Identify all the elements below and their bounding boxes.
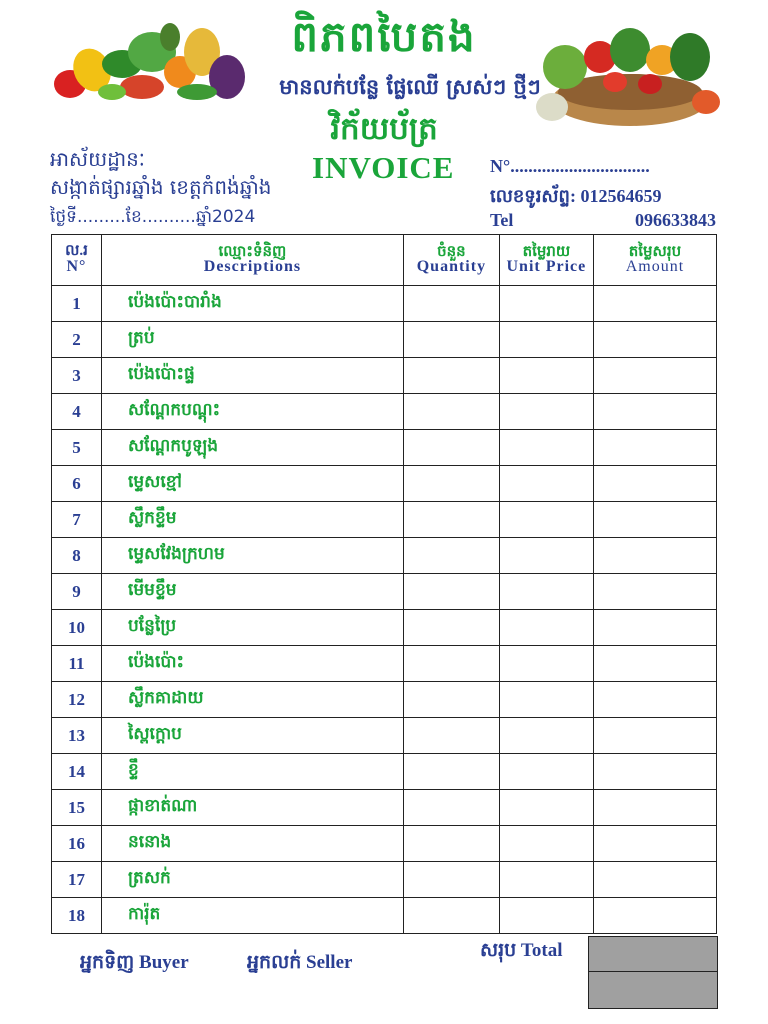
table-row bbox=[52, 826, 717, 862]
row-number: 4 bbox=[52, 394, 102, 430]
row-unit-price-cell[interactable] bbox=[499, 862, 593, 898]
row-description: ម្ទេសវែងក្រហម bbox=[101, 538, 403, 574]
row-description: បន្លែប្រៃ bbox=[101, 610, 403, 646]
row-description: ស្លឹកខ្ទឹម bbox=[101, 502, 403, 538]
date-line: ថ្ងៃទី.........ខែ..........ឆ្នាំ2024 bbox=[50, 207, 256, 227]
row-number: 3 bbox=[52, 358, 102, 394]
table-row bbox=[52, 754, 717, 790]
row-amount-cell[interactable] bbox=[593, 682, 716, 718]
row-quantity-cell[interactable] bbox=[403, 898, 499, 934]
phone-label: លេខទូរស័ព្ទ: bbox=[490, 186, 576, 206]
row-unit-price-cell[interactable] bbox=[499, 286, 593, 322]
row-number: 7 bbox=[52, 502, 102, 538]
row-unit-price-cell[interactable] bbox=[499, 394, 593, 430]
row-number: 9 bbox=[52, 574, 102, 610]
row-unit-price-cell[interactable] bbox=[499, 574, 593, 610]
row-quantity-cell[interactable] bbox=[403, 682, 499, 718]
table-row bbox=[52, 466, 717, 502]
table-row bbox=[52, 430, 717, 466]
row-unit-price-cell[interactable] bbox=[499, 610, 593, 646]
header-quantity: ចំនួន Quantity bbox=[403, 235, 499, 286]
row-unit-price-cell[interactable] bbox=[499, 790, 593, 826]
row-description: ត្រសក់ bbox=[101, 862, 403, 898]
address-label: អាស័យដ្ឋានៈ bbox=[50, 147, 145, 171]
row-number: 12 bbox=[52, 682, 102, 718]
row-amount-cell[interactable] bbox=[593, 754, 716, 790]
row-number: 18 bbox=[52, 898, 102, 934]
phone-value: 012564659 bbox=[580, 186, 662, 206]
row-quantity-cell[interactable] bbox=[403, 754, 499, 790]
shop-name: ពិភពបៃតង bbox=[291, 12, 477, 61]
row-quantity-cell[interactable] bbox=[403, 538, 499, 574]
row-amount-cell[interactable] bbox=[593, 646, 716, 682]
row-amount-cell[interactable] bbox=[593, 466, 716, 502]
row-number: 13 bbox=[52, 718, 102, 754]
row-description: ស្ពៃក្ដោប bbox=[101, 718, 403, 754]
row-number: 5 bbox=[52, 430, 102, 466]
row-description: ប៉េងប៉ោះ bbox=[101, 646, 403, 682]
row-quantity-cell[interactable] bbox=[403, 502, 499, 538]
row-amount-cell[interactable] bbox=[593, 610, 716, 646]
row-number: 6 bbox=[52, 466, 102, 502]
total-label: សរុប Total bbox=[480, 940, 563, 961]
table-row bbox=[52, 862, 717, 898]
table-row bbox=[52, 610, 717, 646]
row-unit-price-cell[interactable] bbox=[499, 430, 593, 466]
table-row bbox=[52, 790, 717, 826]
tel-line bbox=[490, 210, 716, 231]
row-number: 14 bbox=[52, 754, 102, 790]
table-row bbox=[52, 682, 717, 718]
invoice-title-kh: វិក័យប័ត្រ bbox=[330, 111, 438, 147]
row-unit-price-cell[interactable] bbox=[499, 898, 593, 934]
row-description: មើមខ្ទឹម bbox=[101, 574, 403, 610]
row-description: ប៉េងប៉ោះបារាំង bbox=[101, 286, 403, 322]
row-quantity-cell[interactable] bbox=[403, 826, 499, 862]
tel-label: Tel bbox=[490, 210, 514, 230]
header-unit-price: តម្លៃរាយ Unit Price bbox=[499, 235, 593, 286]
total-box[interactable] bbox=[588, 936, 718, 972]
phone-line bbox=[490, 184, 661, 211]
row-description: ននោង bbox=[101, 826, 403, 862]
row-quantity-cell[interactable] bbox=[403, 286, 499, 322]
row-quantity-cell[interactable] bbox=[403, 790, 499, 826]
invoice-number: N°............................... bbox=[490, 156, 650, 176]
row-description: ត្រប់ bbox=[101, 322, 403, 358]
table-row bbox=[52, 286, 717, 322]
row-unit-price-cell[interactable] bbox=[499, 502, 593, 538]
row-amount-cell[interactable] bbox=[593, 538, 716, 574]
tel-value: 096633843 bbox=[635, 210, 716, 230]
row-unit-price-cell[interactable] bbox=[499, 538, 593, 574]
row-quantity-cell[interactable] bbox=[403, 862, 499, 898]
row-quantity-cell[interactable] bbox=[403, 322, 499, 358]
seller-label: អ្នកលក់ Seller bbox=[247, 952, 353, 973]
row-quantity-cell[interactable] bbox=[403, 574, 499, 610]
row-description: សណ្តែកបណ្តុះ bbox=[101, 394, 403, 430]
buyer-label: អ្នកទិញ Buyer bbox=[80, 952, 189, 973]
shop-tagline: មានលក់បន្លែ ផ្លែឈើ ស្រស់ៗ ថ្មីៗ bbox=[279, 75, 541, 99]
total-box-2[interactable] bbox=[588, 971, 718, 1009]
header-no: ល.រ N° bbox=[52, 235, 102, 286]
row-description: សណ្តែកបូឡុង bbox=[101, 430, 403, 466]
row-amount-cell[interactable] bbox=[593, 286, 716, 322]
row-amount-cell[interactable] bbox=[593, 826, 716, 862]
header-descriptions: ឈ្មោះទំនិញ Descriptions bbox=[101, 235, 403, 286]
row-unit-price-cell[interactable] bbox=[499, 718, 593, 754]
table-row bbox=[52, 574, 717, 610]
table-row bbox=[52, 898, 717, 934]
row-description: ប៉េងប៉ោះផ្ទ bbox=[101, 358, 403, 394]
row-quantity-cell[interactable] bbox=[403, 646, 499, 682]
row-unit-price-cell[interactable] bbox=[499, 322, 593, 358]
row-number: 16 bbox=[52, 826, 102, 862]
row-quantity-cell[interactable] bbox=[403, 718, 499, 754]
row-number: 11 bbox=[52, 646, 102, 682]
table-row bbox=[52, 502, 717, 538]
table-row bbox=[52, 358, 717, 394]
row-description: ការ៉ុត bbox=[101, 898, 403, 934]
table-row bbox=[52, 394, 717, 430]
row-description: ខ្ទឹ bbox=[101, 754, 403, 790]
row-unit-price-cell[interactable] bbox=[499, 358, 593, 394]
row-number: 17 bbox=[52, 862, 102, 898]
table-row bbox=[52, 718, 717, 754]
row-quantity-cell[interactable] bbox=[403, 610, 499, 646]
address-line: សង្កាត់ផ្សារឆ្នាំង ខេត្តកំពង់ឆ្នាំង bbox=[50, 175, 272, 199]
row-amount-cell[interactable] bbox=[593, 790, 716, 826]
row-amount-cell[interactable] bbox=[593, 718, 716, 754]
row-amount-cell[interactable] bbox=[593, 358, 716, 394]
row-number: 10 bbox=[52, 610, 102, 646]
row-description: ស្លឹកគាដាយ bbox=[101, 682, 403, 718]
row-amount-cell[interactable] bbox=[593, 898, 716, 934]
row-unit-price-cell[interactable] bbox=[499, 466, 593, 502]
table-header-row bbox=[52, 235, 717, 286]
row-quantity-cell[interactable] bbox=[403, 430, 499, 466]
row-amount-cell[interactable] bbox=[593, 394, 716, 430]
row-description: ម្ទេសខ្មៅ bbox=[101, 466, 403, 502]
table-row bbox=[52, 646, 717, 682]
row-amount-cell[interactable] bbox=[593, 862, 716, 898]
row-amount-cell[interactable] bbox=[593, 430, 716, 466]
invoice-title-en: INVOICE bbox=[312, 150, 455, 185]
row-unit-price-cell[interactable] bbox=[499, 646, 593, 682]
row-amount-cell[interactable] bbox=[593, 322, 716, 358]
row-unit-price-cell[interactable] bbox=[499, 826, 593, 862]
row-quantity-cell[interactable] bbox=[403, 394, 499, 430]
row-quantity-cell[interactable] bbox=[403, 358, 499, 394]
row-number: 1 bbox=[52, 286, 102, 322]
row-unit-price-cell[interactable] bbox=[499, 754, 593, 790]
header-amount: តម្លៃសរុប Amount bbox=[593, 235, 716, 286]
row-description: ផ្កាខាត់ណា bbox=[101, 790, 403, 826]
row-amount-cell[interactable] bbox=[593, 502, 716, 538]
row-number: 2 bbox=[52, 322, 102, 358]
invoice-table bbox=[51, 234, 717, 934]
row-number: 8 bbox=[52, 538, 102, 574]
table-row bbox=[52, 322, 717, 358]
row-number: 15 bbox=[52, 790, 102, 826]
row-unit-price-cell[interactable] bbox=[499, 682, 593, 718]
row-amount-cell[interactable] bbox=[593, 574, 716, 610]
table-row bbox=[52, 538, 717, 574]
row-quantity-cell[interactable] bbox=[403, 466, 499, 502]
